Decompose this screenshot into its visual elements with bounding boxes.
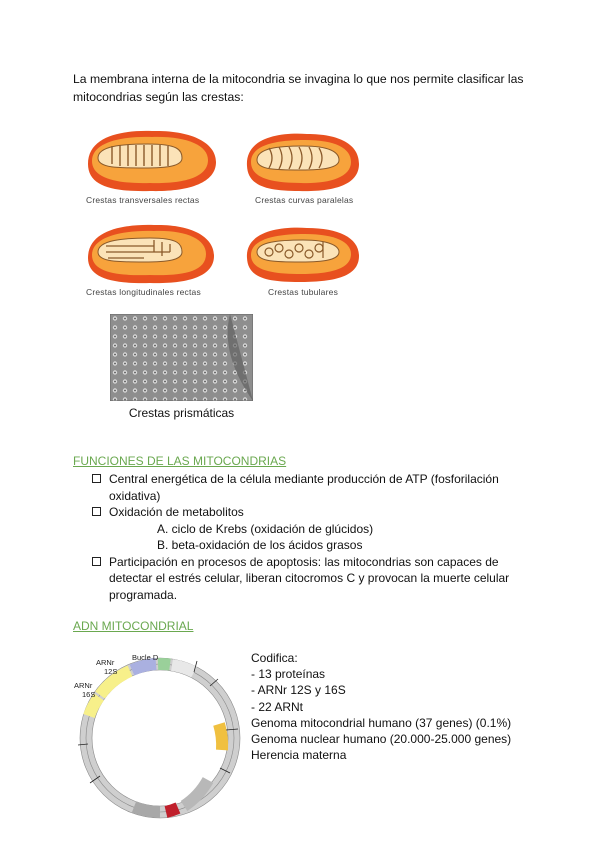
codifica-item: - ARNr 12S y 16S [251,683,346,698]
caption-curvas: Crestas curvas paralelas [255,195,354,205]
caption-transversales: Crestas transversales rectas [86,195,200,205]
funciones-list [92,471,532,603]
intro-paragraph [73,70,543,106]
item-text: Oxidación de metabolitos [109,505,244,519]
mitochondria-curvas-illustration [243,128,361,194]
codifica-item: - 22 ARNt [251,699,304,714]
genome-mito: Genoma mitocondrial humano (37 genes) (0.1%) [251,715,512,730]
label-16s: 16S [82,690,96,699]
checkbox-icon [92,557,101,566]
caption-longitudinales: Crestas longitudinales rectas [86,287,201,297]
codifica-item: - 13 proteínas [251,667,326,682]
sub-item-text: B. beta-oxidación de los ácidos grasos [157,538,363,552]
checkbox-icon [92,507,101,516]
sub-item-text: A. ciclo de Krebs (oxidación de glúcidos) [157,521,374,536]
list-item [92,471,532,504]
item-text: oxidativa) [109,488,161,503]
intro-line-1: La membrana interna de la mitocondria se invagina lo que nos permite clasificar las [73,72,524,86]
mtdna-diagram [60,648,242,823]
mitochondria-transversal-illustration [82,128,220,194]
label-arnr-16s: ARNr [74,681,93,690]
caption-prismaticas: Crestas prismáticas [128,406,235,420]
mitochondria-tubular-illustration [243,222,361,284]
label-bucle-d: Bucle D [132,653,159,662]
micrograph-prismaticas [110,314,253,401]
codifica-label: Codifica: [251,651,298,665]
heading-adn: ADN MITOCONDRIAL [73,619,194,633]
item-text: detectar el estrés celular, liberan citocromos C y provocan la muerte celular [109,571,510,585]
adn-description [251,650,511,763]
item-text: Participación en procesos de apoptosis: las mitocondrias son capaces de [109,554,499,569]
intro-line-2: mitocondrias según las crestas: [73,90,244,104]
caption-tubulares: Crestas tubulares [268,287,339,297]
item-text: programada. [109,587,178,602]
herencia: Herencia materna [251,748,347,763]
list-item [92,504,532,554]
list-item [92,554,532,604]
label-arnr-12s: ARNr [96,658,115,667]
mitochondria-longitudinal-illustration [84,222,218,286]
item-text: Central energética de la célula mediante producción de ATP (fosforilación [109,472,499,486]
checkbox-icon [92,474,101,483]
label-12s: 12S [104,667,118,676]
heading-funciones: FUNCIONES DE LAS MITOCONDRIAS [73,454,287,468]
genome-nuclear: Genoma nuclear humano (20.000-25.000 genes) [251,732,512,747]
